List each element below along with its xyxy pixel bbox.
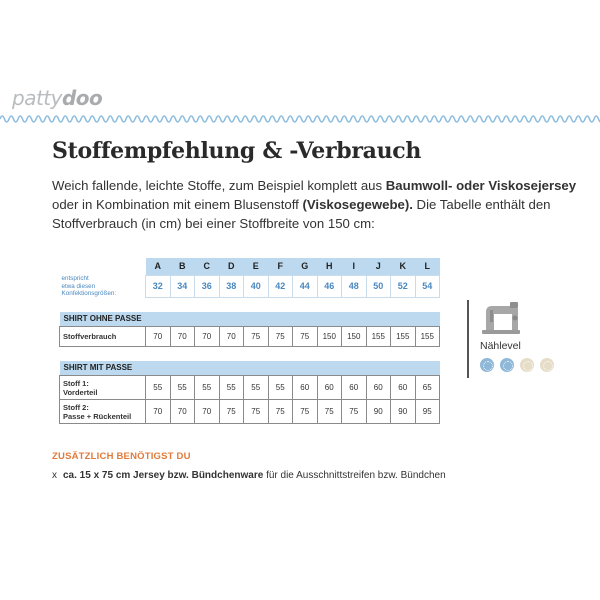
size-letter-row (60, 258, 440, 275)
value-cell: 55 (268, 376, 293, 400)
value-cell: 65 (415, 376, 440, 400)
value-cell: 70 (195, 400, 220, 424)
value-cell: 75 (268, 327, 293, 347)
value-cell: 75 (244, 327, 269, 347)
konfektion-label-line: entspricht (61, 275, 89, 282)
size-letter-cell: L (415, 258, 440, 275)
section-header-row (60, 312, 440, 327)
value-cell: 70 (170, 400, 195, 424)
row-label-line: Vorderteil (63, 387, 98, 397)
value-cell: 70 (170, 327, 195, 347)
size-letter-cell: G (293, 258, 318, 275)
section-title: SHIRT MIT PASSE (60, 361, 440, 376)
konfektion-size-cell: 36 (195, 275, 220, 298)
section-title: SHIRT OHNE PASSE (60, 312, 440, 327)
konfektion-label (60, 275, 146, 298)
size-letter-cell: E (244, 258, 269, 275)
table-row (60, 376, 440, 400)
konfektion-size-cell: 38 (219, 275, 244, 298)
fabric-consumption-table (59, 258, 440, 424)
konfektion-size-cell: 50 (366, 275, 391, 298)
size-letter-cell: A (146, 258, 171, 275)
konfektion-size-cell: 52 (391, 275, 416, 298)
value-cell: 60 (317, 376, 342, 400)
value-cell: 70 (146, 400, 171, 424)
button-icon (520, 358, 534, 372)
value-cell: 55 (146, 376, 171, 400)
spacer-row (60, 347, 440, 361)
sewing-machine-icon (480, 298, 522, 336)
row-label-line: Stoff 2: (63, 402, 89, 412)
button-icon (480, 358, 494, 372)
row-label (60, 400, 146, 424)
value-cell: 55 (219, 376, 244, 400)
value-cell: 95 (415, 400, 440, 424)
value-cell: 155 (366, 327, 391, 347)
value-cell: 60 (366, 376, 391, 400)
extra-heading: ZUSÄTZLICH BENÖTIGST DU (52, 451, 191, 462)
konfektion-size-cell: 40 (244, 275, 269, 298)
extra-item: x ca. 15 x 75 cm Jersey bzw. Bündchenware für die Ausschnittstreifen bzw. Bündchen (52, 470, 446, 481)
value-cell: 150 (317, 327, 342, 347)
spacer-row (60, 298, 440, 312)
value-cell: 75 (293, 400, 318, 424)
size-letter-cell: D (219, 258, 244, 275)
konfektion-size-cell: 46 (317, 275, 342, 298)
value-cell: 90 (391, 400, 416, 424)
konfektion-size-cell: 48 (342, 275, 367, 298)
size-letter-cell: I (342, 258, 367, 275)
konfektion-label-line: Konfektionsgrößen: (61, 290, 117, 297)
value-cell: 55 (195, 376, 220, 400)
size-letter-cell: C (195, 258, 220, 275)
page-title: Stoffempfehlung & -Verbrauch (52, 138, 422, 164)
konfektion-size-cell: 42 (268, 275, 293, 298)
size-letter-cell: K (391, 258, 416, 275)
konfektion-size-cell: 44 (293, 275, 318, 298)
button-icon (500, 358, 514, 372)
konfektion-size-cell: 54 (415, 275, 440, 298)
table-row (60, 327, 440, 347)
button-icon (540, 358, 554, 372)
value-cell: 75 (268, 400, 293, 424)
value-cell: 60 (391, 376, 416, 400)
row-label-line: Passe + Rückenteil (63, 411, 132, 421)
naehlevel-label: Nählevel (480, 340, 521, 352)
value-cell: 60 (293, 376, 318, 400)
size-letter-cell: F (268, 258, 293, 275)
value-cell: 75 (219, 400, 244, 424)
konfektion-size-cell: 32 (146, 275, 171, 298)
size-letter-cell: J (366, 258, 391, 275)
row-label (60, 376, 146, 400)
naehlevel-rating (480, 358, 554, 372)
konfektion-size-row (60, 275, 440, 298)
value-cell: 90 (366, 400, 391, 424)
value-cell: 75 (293, 327, 318, 347)
value-cell: 70 (219, 327, 244, 347)
value-cell: 75 (342, 400, 367, 424)
value-cell: 150 (342, 327, 367, 347)
row-label-line: Stoff 1: (63, 378, 89, 388)
size-letter-cell: B (170, 258, 195, 275)
size-letter-cell: H (317, 258, 342, 275)
table-row (60, 400, 440, 424)
value-cell: 155 (391, 327, 416, 347)
wave-divider (0, 112, 600, 126)
divider-line (467, 300, 469, 378)
value-cell: 155 (415, 327, 440, 347)
row-label-line: Stoffverbrauch (63, 332, 117, 341)
konfektion-size-cell: 34 (170, 275, 195, 298)
value-cell: 55 (170, 376, 195, 400)
value-cell: 75 (244, 400, 269, 424)
section-header-row (60, 361, 440, 376)
blank-cell (60, 258, 146, 275)
value-cell: 60 (342, 376, 367, 400)
value-cell: 70 (146, 327, 171, 347)
konfektion-label-line: etwa diesen (61, 282, 96, 290)
spacer-cell (60, 298, 440, 312)
value-cell: 55 (244, 376, 269, 400)
row-label (60, 327, 146, 347)
value-cell: 75 (317, 400, 342, 424)
pattydoo-logo: pattydoo (12, 86, 103, 110)
value-cell: 70 (195, 327, 220, 347)
intro-text: Weich fallende, leichte Stoffe, zum Beispiel komplett aus Baumwoll- oder Viskosejersey oder in Kombination mit einem Blusenstoff (Viskosegewebe). Die Tabelle enthält den Stoffverbrauch (in cm) bei einer Stoffbreite von 150 cm: (52, 178, 577, 231)
spacer-cell (60, 347, 440, 361)
